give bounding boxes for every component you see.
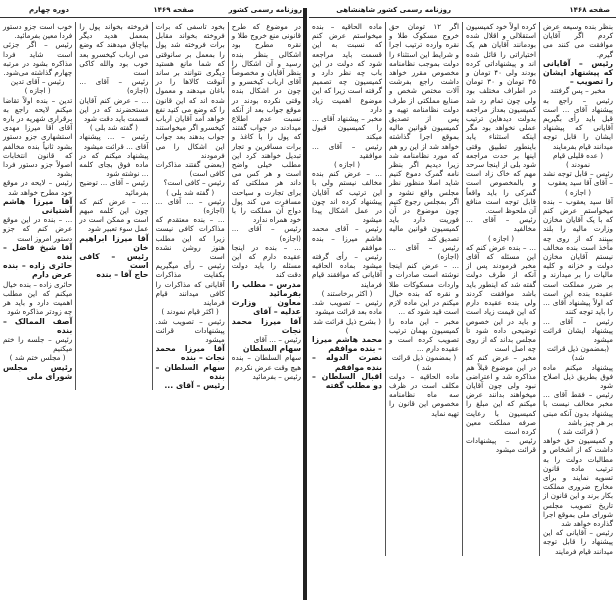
- speaker-heading: سهام السلطان – بنده: [155, 362, 225, 381]
- paragraph: ... – بنده در این موقع عرض کنم که جزو دستور امروز است: [3, 215, 73, 243]
- paragraph: پیشنهاد میکنم که در ماده فوق بجای کلمه ... نوشته شود: [79, 150, 149, 179]
- centered-note: ( عده قلیلی قیام نمودند ): [552, 150, 604, 170]
- centered-note: ( گفته شد بلی ): [166, 187, 215, 197]
- paragraph: رئیس – آقایانی که این پیشنهاد را قابل توجه میدانند قیام فرمایند: [543, 528, 613, 556]
- paragraph: ... – بنده عرض کنم که این مسئله که آقای مخبر فرمودند پس از آنکه از طرف دولت گفته شد که اینطور باید باشد موافقت کردند ولی بنده عقیده دارم که این قیمت زیاد است و باید در این خصوص توضیحی داده شود تا مجلس بداند که از روی چه اصل است: [466, 242, 536, 354]
- paragraph: رئیس – قابل توجه نشد – آقای آقا سید یعقوب: [543, 169, 613, 188]
- centered-note: ( اجازه ): [487, 233, 515, 243]
- paragraph: بنظر بنده وسیعه عرض کردم اگر آقایان موافقت می کنند می گیرم.: [543, 22, 613, 59]
- speaker-heading: رئیس مجلس شورای ملی: [3, 362, 73, 381]
- paragraph: ... – عرض کنم آقایان مستحضرند که در این قسمت باید دقت شود: [79, 95, 149, 124]
- centered-note: ( اکثر قیام نمودند ): [161, 307, 219, 317]
- paragraph: رئیس – ... آقای ... (اجازه): [155, 196, 225, 216]
- paragraph: رئیس – راجع به پیشنهاد آقای ... است قبل باید رأی بگیریم آقایانی که پیشنهاد ایشان را قابل توجه میدانند قیام بفرمایند: [543, 95, 613, 151]
- columns: [309, 22, 616, 556]
- text-column: [75, 22, 151, 390]
- header-rule: [309, 17, 616, 18]
- speaker-heading: رئیس – کافی است: [79, 252, 149, 271]
- paragraph: حائری زاده – بنده خیال میکنم که این مطلب اهمیت دارد و باید هر چه زودتر مذاکره شود: [3, 279, 73, 317]
- columns: [0, 22, 304, 390]
- paragraph: کرده اولاً خود کمیسیون استقلالی و اقلال شده بودمانند آقایان هم یک اختیاراتی را قائل شده اند و پیشنهاداتی کرده بودند ولی ۴۰ تومان و ۴۵ تومان و ۳۰ تومان در اطراف مختلف بود ولی چون تمام رد شد کمیسیون بعداز مراجعه بدولت دیدهاین ترتیب عملی نخواهد بود مگر اینکه استثناء یابد باینطور تطبیق وقتی اینها بر حدت مراجعه شود بلی از اینجا سرحد مهم که خاک زاد است و بالمخصوص است گمرکی را باید واقعاً قابل توجه است منافع آن ملحوظ است.: [466, 22, 536, 216]
- paragraph: رئیس – تصویب شد. پیشنهادات قرائت میشود: [155, 316, 225, 344]
- centered-note: ( اجازه ): [24, 86, 51, 96]
- speaker-heading: نصرت الدوله – بنده موافقم: [312, 353, 382, 372]
- speaker-heading: محمد هاشم میرزا – بنده موافقم: [312, 334, 382, 354]
- centered-note: ( قرائت شد ): [557, 426, 599, 436]
- speaker-heading: آقا میرزا محمد نجات: [231, 316, 301, 335]
- right-page: [309, 0, 616, 556]
- speaker-heading: رئیس – آقای ...: [164, 380, 225, 390]
- paragraph: مخبر – این ماده را کمیسیون بهمان ترتیب تصویب کرده است و عقیده دارم ...: [389, 316, 459, 354]
- paragraph: رئیس – آقای ... موافقید: [312, 141, 382, 160]
- paragraph: رئیس – آقای ... (اجازه): [389, 242, 459, 262]
- text-column: [385, 22, 462, 556]
- paragraph: رئیس – آقای ... توضیح بفرمائید: [79, 178, 149, 197]
- paragraph: (بعضی گفتند مذاکرات کافی است): [155, 160, 225, 179]
- paragraph: رئیس – تصویب شد. ماده بعد قرائت میشود: [312, 298, 382, 317]
- paragraph: ... – عرض کنم که چون این کلمه مبهم است و ممکن است در عمل سوء تعبیر شود: [79, 196, 149, 234]
- centered-note: ( گفته شد بلی ): [89, 123, 138, 133]
- paragraph: اگر ۱۲ تومان حق خروج مسکوک طلا و نقره وارده ترتیب اجرا و شرایط این استثناء را دولت بموجب نظامنامه مخصوص مقرر خواهد داشت راجع بفرشت آلات مختص شخص و صنایع مملکتی از طرف دولت نظامنامه تهیه و پس از تصدیق کمیسیون قوانین مالیه بموقع اجرا گذاشته خواهد شد از این رو هم که مورد نظامنامه شد زیرا دیدیم اگر بنظر نامه گمرک دموع کنیم شاید اصلا منظور نظر مجلس واقع نشود و اگر بمجلس رجوع کنیم چون موضوع در آن فوریت دارد باید کمیسیون قوانین مالیه تصدیق کند: [389, 22, 459, 243]
- text-column: [228, 22, 304, 390]
- page-header: [309, 4, 616, 22]
- speaker-heading: معاون وزارت عدلیه – آقای: [231, 298, 301, 317]
- speaker-heading: اقبال السلطان – دو مطلب گفته: [312, 371, 382, 390]
- paragraph: ... – عرض کنم بنده مخالف نیستم ولی با این ترتیب که آقایان پیشنهاد کرده اند چون در عمل اشکال پیدا میشود: [312, 169, 382, 225]
- paragraph: ماده الحاقیه – دولت مکلف است در ظرف سه ماه نظامنامه مخصوص این قانون را تهیه نماید: [389, 371, 459, 418]
- paragraph: مخبر – پیشنهاد آقای ... را کمیسیون قبول میکند: [312, 114, 382, 142]
- paragraph: مخبر – عرض کنم که در این موضوع قبلاً هم مذاکره شد و اعتراضی نبود ولی چون آقایان میخواهند بدانند عرض میکنم که این مبلغ را کمیسیون با رعایت صرفه مملکت معین کرده است: [466, 353, 536, 436]
- paragraph: رئیس – آقای ... (اجازه): [231, 224, 301, 243]
- centered-note: ( بمضمون ذیل قرائت شد ): [391, 353, 457, 372]
- paragraph: آقا سید یعقوب – بنده میخواستم عرض کنم که با یک آقایان مخازن وزارت مالیه را بلند ببینند که از روی چه مأخذ است بنده مخالف نیستم آقایان مخازن دولت و خزانه و کلیه مالیات را بر میدارند و بر ضرر مملکت است عقیده بنده این است که اولاً پیشنهاد آقای ... را باید توجه کنند: [543, 196, 613, 317]
- centered-note: مخبر – پس گرفتند: [550, 86, 606, 96]
- paragraph: رئیس – فقط آقای ... مخبر مخالف نیست با پیشنهاد بدون آنکه مبنی بر هر چیز باشد: [543, 390, 613, 427]
- left-page: [0, 0, 304, 390]
- paragraph: رئیس – بفرمائید: [252, 371, 301, 381]
- text-column: [152, 22, 228, 390]
- paragraph: رئیس – جلسه را ختم میکنیم: [3, 334, 73, 354]
- speaker-heading: آقا میرزا هاشم آشتیانی: [3, 196, 73, 216]
- centered-note: ( اجازه ): [333, 160, 361, 170]
- paragraph: ماده الحاقیه – بنده میخواستم عرض کنم که نسبت به این قسمت باید مراجعه شود که دولت در این باب چه نظر دارد و کمیسیون چه تصمیم گرفته است زیرا که این موضوع اهمیت زیاد دارد: [312, 22, 382, 114]
- paragraph: رئیس – لایحه در موقع خود مطرح خواهد شد: [3, 178, 73, 197]
- paragraph: در موضوع که طرح قانونی منع خروج طلا و نقره مطرح بود اشکالی بنظر بنده رسید و آن اشکال را بنظر آقایان و مخصوصاً آقای ارباب کیخسرو و چون در اشکال بنده وقتی نکرده بودند در موقع جواب بعد از آنکه نسبت عدم اطلاع میدادند در جواب گفتند که پول را با کاغذ و برات مسافرین و تجار تبدیل خواهند کرد این مطلب خیلی واضح است و هر کس می داند هر مملکتی که برای تجارت و سیاحت مسافرت می کند پول دواج آن مملکت را با خود همراه ندارد: [231, 22, 301, 225]
- speaker-heading: آقا میرزا ابراهیم خان: [79, 233, 149, 252]
- paragraph: رئیس – آقای ... (اجازه): [79, 77, 149, 96]
- speaker-heading: سهام السلطان: [242, 344, 301, 354]
- paragraph: ... – بنده معتقدم که مذاکرات کافی نیست زیرا که این مطلب هنوز روشن نشده است: [155, 215, 225, 262]
- text-column: [462, 22, 539, 556]
- paragraph: رئیس – پیشنهادات قرائت میشود: [466, 436, 536, 455]
- speaker-heading: حائری زاده – بنده عرض دارم: [3, 261, 73, 280]
- paragraph: رئیس – ... پیشنهاد آقای ... قرائت میشود: [79, 132, 149, 151]
- paragraph: پیشنهاد میکنم ماده فوق بطریق ذیل اصلاح شود: [543, 362, 613, 390]
- paragraph: رئیس – اگر جزئی است شاید فردا مذاکره بشود در مرتبه چهارم گذاشته می‌شود.: [3, 40, 73, 78]
- paragraph: رئیس – رأی میگیریم بکفایت مذاکرات آقایانی که مذاکرات را کافی میدانند قیام فرمایند: [155, 261, 225, 308]
- speaker-heading: رئیس – آقایانی که پیشنهاد ایشان را تصویب –: [543, 58, 613, 87]
- speaker-heading: آقا شیخ فاضل – بنده: [3, 242, 73, 262]
- text-column: [0, 22, 75, 390]
- paragraph: ... – بنده در اینجا عقیده دارم که این مسئله را باید دولت دقت کند: [231, 242, 301, 280]
- text-column: [539, 22, 616, 556]
- centered-note: (بمضمون ذیل قرائت شد): [546, 344, 609, 363]
- paragraph: فروخته بخواند پول را بمعمل هدید دیگر بپاچاق میدهند که وضع می ارباب کیخسرو بعد خوب بود والله کاکی است: [79, 22, 149, 78]
- paragraph: سهام السلطان – بنده هیچ وقت عرض نکردم: [231, 353, 301, 372]
- paragraph: تدین – بنده اولاً تقاضا میکنم لایحه راجع به برقراری شهریه در باره آقای آقا میرزا مهدی استشهاری جزو دستور بشود ثانیاً بنده مخالفم که قانون انتخابات اصولاً جزو دستور فردا بشود: [3, 95, 73, 179]
- speaker-heading: آقا میرزا محمد نجات – بنده: [155, 344, 225, 363]
- centered-note: ( اکثر برخاستند ): [321, 288, 373, 298]
- header-rule: [0, 17, 304, 18]
- paragraph: رئیس – آقای ... پیشنهاد ایشان قرائت میشود: [543, 316, 613, 344]
- journal-title: روزنامه رسمی کشور: [228, 6, 302, 14]
- speaker-heading: آصف الممالک – بنده: [3, 316, 73, 335]
- centered-note: ( بشرح ذیل قرائت شد ): [313, 316, 381, 335]
- paragraph: ... – عرض کنم اینجا نوشته است صادرات و واردات مسکوکات طلا و نقره که بنده خیال میکنم در این ماده لازم است قید شود که ...: [389, 261, 459, 317]
- page-header: [0, 4, 304, 22]
- paragraph: رئیس – آقای ... مخالفید: [466, 215, 536, 234]
- centered-note: رئیس – آقای تدین: [10, 77, 65, 87]
- text-column: [309, 22, 385, 556]
- paragraph: و کمیسیون حق خواهد داشت که از اشخاص و مطالبات دولت را به ترتیب ماده قانون تسویه نمایند و برای مخارج ضروری مملکت بکار برند و این قانون از تاریخ تصویب مجلس شورای ملی بموقع اجرا گذارده خواهد شد: [543, 436, 613, 528]
- period-label: دوره چهارم: [29, 6, 69, 14]
- centered-note: ( اجازه ): [564, 187, 592, 197]
- journal-title: روزنامه رسمی کشور شاهنشاهی: [336, 6, 451, 14]
- page-number: صفحه ۱۴۶۹: [153, 6, 194, 14]
- paragraph: رئیس – ... آقای: [253, 334, 301, 344]
- page-number: صفحه ۱۴۶۸: [569, 6, 610, 14]
- speaker-heading: حاج آقا – بنده: [96, 270, 149, 280]
- paragraph: بخود تاسفی که برات فروخته بخواند مقابل برات فروخته شد پول را بمعمل بر سانوقتی که شما مانع هستید دیگری نتوانند بر ساند آنوقت کالاها را در باغان میدهند و معمول شده اند که این قانون را که وضع می کنید نفع خواهد آمد آقایان ارباب کیخسرو اگر میخواستند جواب بدهند بعد جواب این اشکال را می فرمودند: [155, 22, 225, 160]
- speaker-heading: مدرس – مطلب را بفرمائید: [231, 279, 301, 298]
- paragraph: رئیس – آقای محمد هاشم میرزا – بنده موافقم: [312, 224, 382, 252]
- page-gutter: [303, 8, 307, 600]
- paragraph: خوب است جزو دستور فردا معین بفرمائید.: [3, 22, 73, 41]
- centered-note: ( مجلس ختم شد ): [9, 353, 66, 363]
- paragraph: رئیس – رأی گرفته میشود بماده الحاقیه آقایانی که موافقند قیام فرمایند: [312, 252, 382, 289]
- paragraph: رئیس – کافی است؟: [163, 178, 225, 188]
